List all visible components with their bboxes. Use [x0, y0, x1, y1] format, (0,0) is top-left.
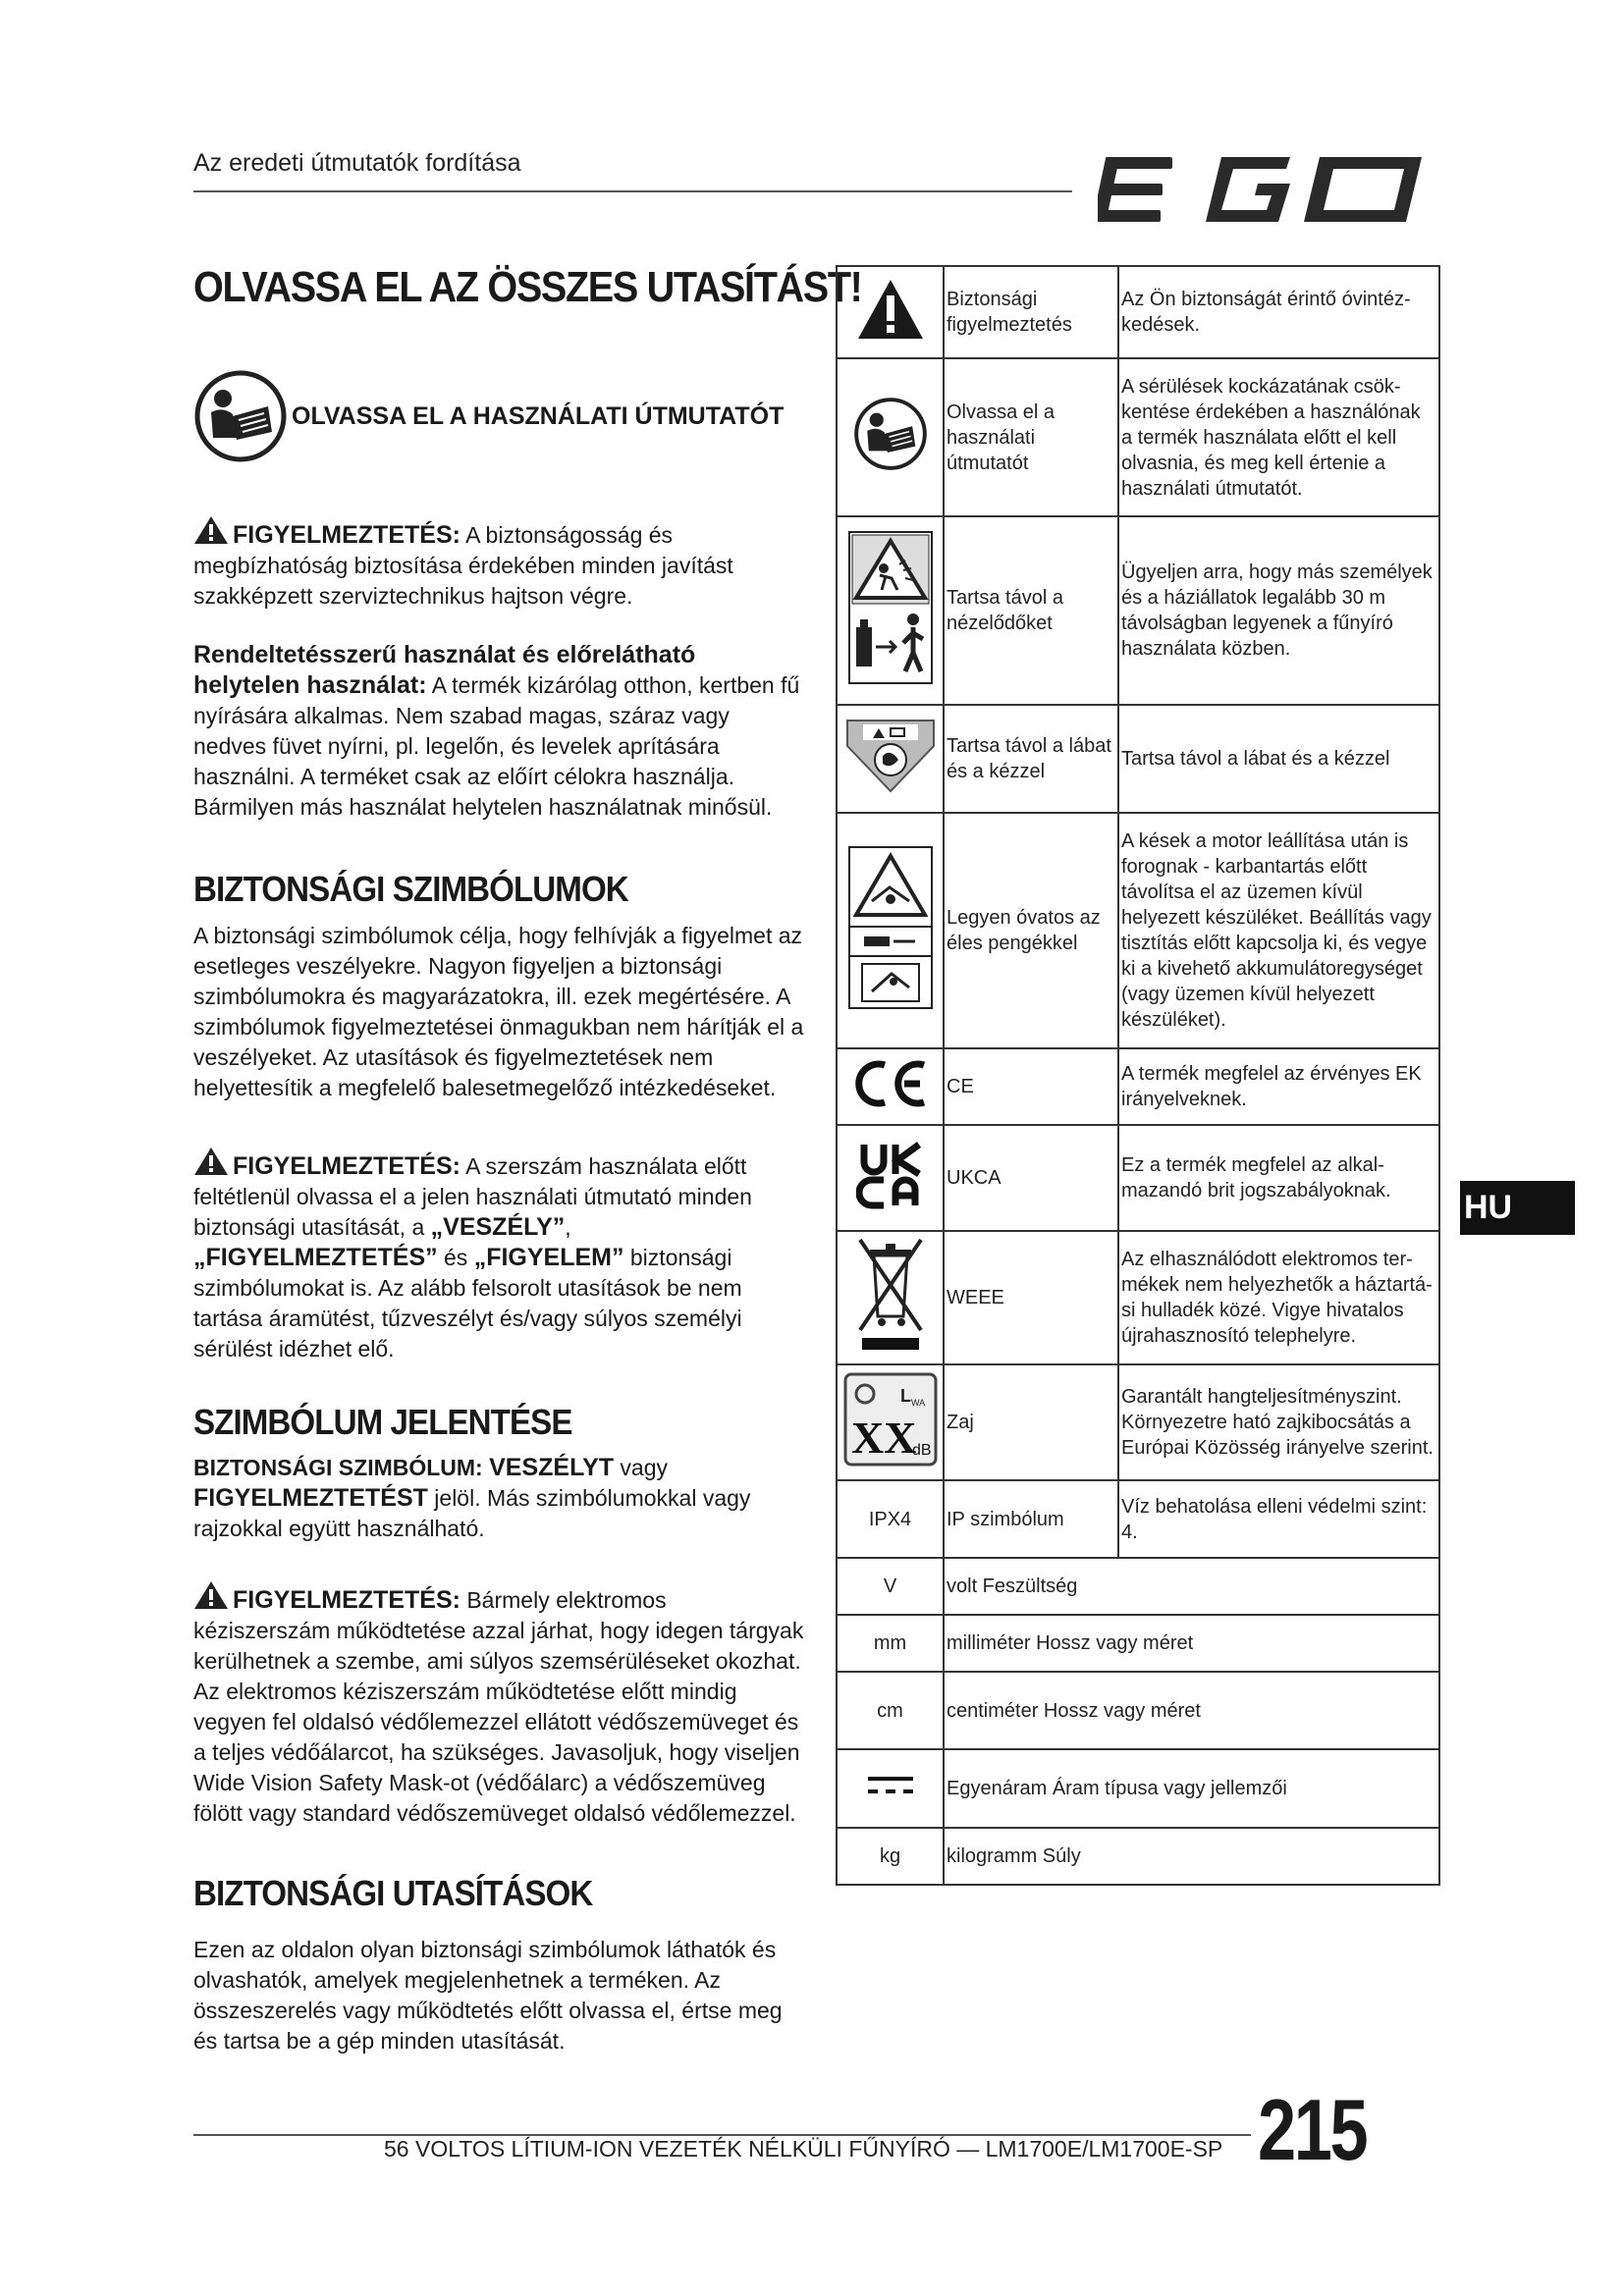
- symbol-description: Ez a termék megfelel az alkal-mazandó brit jogszabályoknak.: [1118, 1125, 1439, 1231]
- symbol-description: Az Ön biztonságát érintő óvintéz-kedések.: [1118, 266, 1439, 358]
- symbol-meaning-title: SZIMBÓLUM JELENTÉSE: [193, 1402, 572, 1442]
- symbol-cell: [837, 1749, 944, 1828]
- footer-title: 56 VOLTOS LÍTIUM-ION VEZETÉK NÉLKÜLI FŰNYÍRÓ — LM1700E/LM1700E-SP: [384, 2136, 1223, 2162]
- sound-lwa-label: L: [899, 1385, 911, 1406]
- warning-text: A szerszám használata előtt feltétlenül olvassa el a jelen használati útmutató minden biztonsági utasítását, a: [193, 1153, 752, 1240]
- table-row: [837, 1364, 1439, 1480]
- sharp-blades-icon: [846, 844, 935, 1011]
- warning-paragraph-1: [193, 515, 807, 612]
- symbol-name: WEEE: [944, 1231, 1118, 1364]
- warning-text: ,: [565, 1214, 571, 1240]
- symbol-description: A kések a motor leállítása után is forognak - karbantartás előtt távolítsa el az üzemen kívül helyezett készüléket. Beállítás vagy tisztítás előtt kapcsolja ki, és vegye ki a kivehető akkumulátoregységet (vagy üzemen kívül helyezett készüléket).: [1118, 813, 1439, 1048]
- header-rule: [193, 190, 1072, 192]
- sound-lwa-sub: WA: [910, 1397, 925, 1408]
- intended-use-text: A termék kizárólag otthon, kertben fű nyírására alkalmas. Nem szabad magas, száraz vagy nedves füvet nyírni, pl. legelőn, és levelek aprítására használni. A terméket csak az előírt célokra használja. Bármilyen más használat helytelen használatnak minősül.: [193, 672, 800, 820]
- symbol-abbr: IPX4: [837, 1480, 944, 1558]
- warning-triangle-icon: [193, 515, 229, 545]
- symbol-name: Olvassa el a használati útmutatót: [944, 358, 1118, 516]
- symbol-table: [836, 265, 1440, 1886]
- safety-symbols-title: BIZTONSÁGI SZIMBÓLUMOK: [193, 869, 628, 909]
- symbol-name: Zaj: [944, 1364, 1118, 1480]
- table-row: [837, 1231, 1439, 1364]
- language-tab: HU: [1460, 1181, 1575, 1235]
- warning-text: és: [437, 1245, 474, 1270]
- table-row: [837, 1125, 1439, 1231]
- ego-logo: [1098, 149, 1437, 230]
- symbol-name: Tartsa távol a nézelődőket: [944, 516, 1118, 705]
- symbol-description: A termék megfelel az érvényes EK irányelveknek.: [1118, 1048, 1439, 1125]
- symbol-description: Ügyeljen arra, hogy más személyek és a háziállatok legalább 30 m távolságban legyenek a fűnyíró használata közben.: [1118, 516, 1439, 705]
- warning-triangle-icon: [856, 278, 925, 341]
- symbol-name: kilogramm Súly: [944, 1828, 1439, 1885]
- symbol-name: Tartsa távol a lábat és a kézzel: [944, 705, 1118, 813]
- read-manual-row: [193, 367, 784, 465]
- safety-instructions-title: BIZTONSÁGI UTASÍTÁSOK: [193, 1873, 593, 1913]
- warning-triangle-icon: [193, 1580, 229, 1610]
- symbol-cell: [837, 1231, 944, 1364]
- meaning-text: vagy: [614, 1455, 669, 1480]
- warning-paragraph-2: [193, 1147, 807, 1364]
- symbol-abbr: kg: [837, 1828, 944, 1885]
- keyword-caution: „FIGYELEM”: [473, 1244, 624, 1271]
- symbol-description: A sérülések kockázatának csök-kentése érdekében a használónak a termék használata előtt el kell olvasnia, és meg kell értenie a használati útmutatót.: [1118, 358, 1439, 516]
- warning-lead: FIGYELMEZTETÉS:: [233, 1586, 460, 1614]
- symbol-name: volt Feszültség: [944, 1558, 1439, 1615]
- symbol-description: Az elhasználódott elektromos ter-mékek nem helyezhetők a háztartá-si hulladék közé. Vigye hivatalos újrahasznosító telephelyre.: [1118, 1231, 1439, 1364]
- symbol-description: Tartsa távol a lábat és a kézzel: [1118, 705, 1439, 813]
- page-number: 215: [1258, 2081, 1367, 2178]
- symbol-cell: [837, 358, 944, 516]
- keyword-warning: „FIGYELMEZTETÉS”: [193, 1244, 438, 1271]
- table-row: [837, 1480, 1439, 1558]
- symbol-cell: [837, 1048, 944, 1125]
- keyword-warning: FIGYELMEZTETÉST: [193, 1484, 428, 1512]
- safety-instructions-paragraph: Ezen az oldalon olyan biztonsági szimbólumok láthatók és olvashatók, amelyek megjelenhetnek a terméken. Az összeszerelés vagy működtetés előtt olvassa el, értse meg és tartsa be a gép minden utasítását.: [193, 1937, 783, 2054]
- read-manual-label: OLVASSA EL A HASZNÁLATI ÚTMUTATÓT: [292, 401, 785, 430]
- safety-symbols-paragraph: A biztonsági szimbólumok célja, hogy felhívják a figyelmet az esetleges veszélyekre. Nagyon figyeljen a biztonsági szimbólumokra és magyarázatokra, ill. ezek megértésére. A szimbólumok figyelmeztetései önmagukban nem hárítják el a veszélyeket. Az utasítások és figyelmeztetések nem helyettesítik a megfelelő balesetmegelőző intézkedéseket.: [193, 923, 804, 1100]
- keep-hands-feet-away-icon: [843, 717, 938, 795]
- keyword-danger: VESZÉLYT: [489, 1454, 615, 1481]
- symbol-abbr: cm: [837, 1672, 944, 1749]
- weee-bin-icon: [856, 1236, 925, 1354]
- symbol-description: Garantált hangteljesítményszint. Környezetre ható zajkibocsátás a Európai Közösség irányelve szerint.: [1118, 1364, 1439, 1480]
- table-row: [837, 813, 1439, 1048]
- meaning-text: jelöl. Más szimbólumokkal vagy rajzokkal együtt használható.: [193, 1485, 751, 1541]
- read-manual-icon: [193, 369, 288, 463]
- table-row: [837, 358, 1439, 516]
- symbol-meaning-paragraph: [193, 1453, 807, 1544]
- left-column: [193, 263, 862, 2054]
- table-row: [837, 516, 1439, 705]
- warning-text: A biztonságosság és megbízhatóság biztosítása érdekében minden javítást szakképzett szerviztechnikus hajtson végre.: [193, 522, 733, 609]
- symbol-name: centiméter Hossz vagy méret: [944, 1672, 1439, 1749]
- keyword-danger: „VESZÉLY”: [430, 1213, 566, 1241]
- ukca-mark-icon: [856, 1141, 925, 1209]
- symbol-name: UKCA: [944, 1125, 1118, 1231]
- table-row: [837, 1749, 1439, 1828]
- table-row: [837, 1558, 1439, 1615]
- keep-bystanders-away-icon: [846, 529, 935, 686]
- symbol-cell: [837, 516, 944, 705]
- symbol-name: Egyenáram Áram típusa vagy jellemzői: [944, 1749, 1439, 1828]
- symbol-cell: [837, 1364, 944, 1480]
- warning-lead: FIGYELMEZTETÉS:: [233, 521, 460, 549]
- meaning-lead: BIZTONSÁGI SZIMBÓLUM:: [193, 1455, 490, 1480]
- table-row: [837, 1615, 1439, 1672]
- symbol-name: milliméter Hossz vagy méret: [944, 1615, 1439, 1672]
- ce-mark-icon: [849, 1059, 932, 1108]
- symbol-name: Biztonsági figyelmeztetés: [944, 266, 1118, 358]
- symbol-cell: [837, 1125, 944, 1231]
- symbol-abbr: mm: [837, 1615, 944, 1672]
- direct-current-icon: [866, 1774, 915, 1797]
- symbol-abbr: V: [837, 1558, 944, 1615]
- read-manual-icon: [853, 397, 928, 471]
- symbol-description: Víz behatolása elleni védelmi szint: 4.: [1118, 1480, 1439, 1558]
- warning-text: biztonsági szimbólumokat is. Az alább felsorolt utasítások be nem tartása áramütést, tűzveszélyt és/vagy súlyos személyi sérülést idézhet elő.: [193, 1245, 742, 1362]
- warning-text: Bármely elektromos kéziszerszám működtetése azzal járhat, hogy idegen tárgyak kerülhetnek a szembe, ami súlyos szemsérüléseket okozhat. Az elektromos kéziszerszám működtetése előtt mindig vegyen fel oldalsó védőlemezzel ellátott védőszemüveget és a teljes védőálarcot, ha szükséges. Javasoljuk, hogy viseljen Wide Vision Safety Mask-ot (védőálarc) a védőszemüveg fölött vagy standard védőszemüveget oldalsó védőlemezzel.: [193, 1587, 804, 1826]
- warning-paragraph-3: [193, 1580, 807, 1829]
- sound-value: XX: [850, 1412, 916, 1463]
- table-row: [837, 1048, 1439, 1125]
- warning-lead: FIGYELMEZTETÉS:: [233, 1152, 460, 1180]
- intended-use-lead: Rendeltetésszerű használat és előrelátható helytelen használat:: [193, 641, 696, 699]
- symbol-name: IP szimbólum: [944, 1480, 1118, 1558]
- sound-unit: dB: [911, 1441, 932, 1459]
- main-title: OLVASSA EL AZ ÖSSZES UTASÍTÁST!: [193, 263, 862, 311]
- intended-use-paragraph: [193, 640, 807, 823]
- symbol-cell: [837, 813, 944, 1048]
- symbol-cell: [837, 705, 944, 813]
- table-row: [837, 266, 1439, 358]
- table-row: [837, 1828, 1439, 1885]
- document-header: Az eredeti útmutatók fordítása: [193, 149, 521, 177]
- table-row: [837, 705, 1439, 813]
- sound-power-icon: [841, 1370, 940, 1468]
- symbol-name: Legyen óvatos az éles pengékkel: [944, 813, 1118, 1048]
- symbol-name: CE: [944, 1048, 1118, 1125]
- symbol-cell: [837, 266, 944, 358]
- table-row: [837, 1672, 1439, 1749]
- warning-triangle-icon: [193, 1147, 229, 1176]
